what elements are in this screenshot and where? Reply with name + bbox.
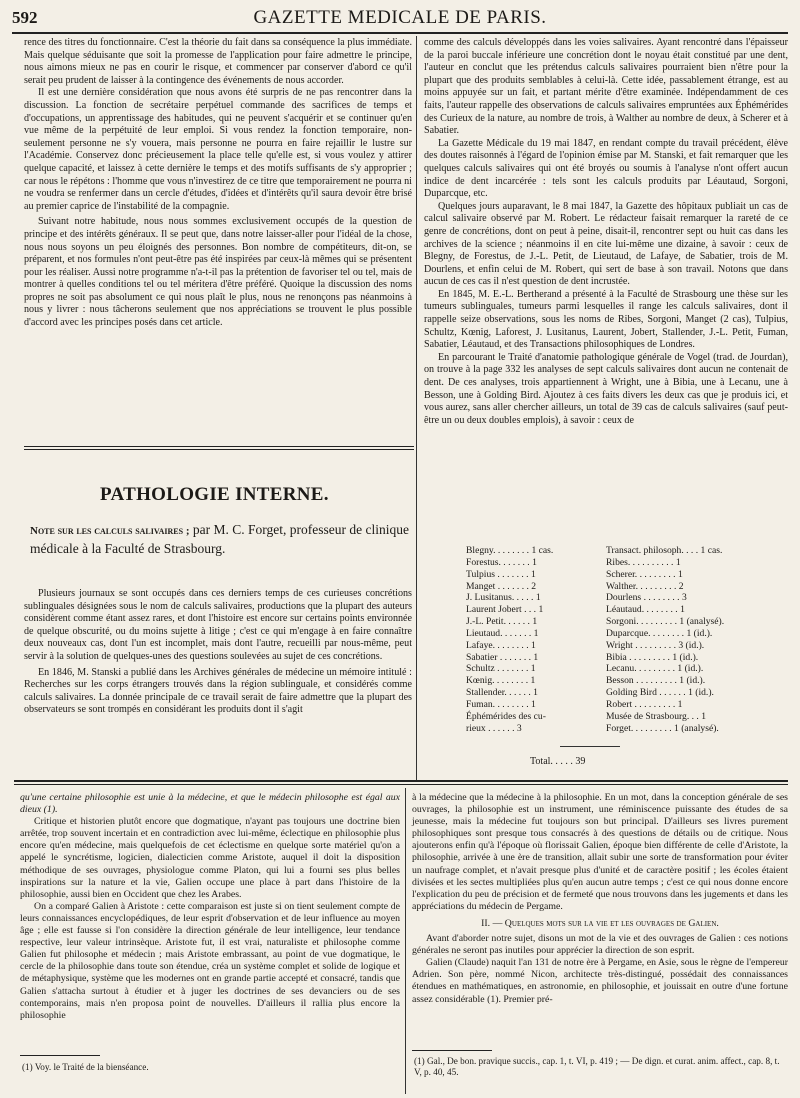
paragraph: Critique et historien plutôt encore que dogmatique, n'ayant pas toujours une doctrine bien arrêtée, trop souvent incertain et en contradiction avec lui-même, éclectique en philosophie plus encore qu'en médecine, mais quelquefois de cet éclectisme en quelque sorte matériel qu'on a appelé le syncrétisme, logicien, dialecticien comme Aristote, auquel il doit la disposition méthodique de ses ouvrages, physiologue comme Platon, qui lui a fourni ses plus belles inspirations sur la nature et la vie, Galien occupe une place à part dans l'histoire de la philosophie, aussi bien en Occident que chez les Arabes. (20, 816, 400, 900)
feuilleton-left-column (20, 792, 400, 1022)
article-left-column (24, 588, 412, 717)
paragraph: En parcourant le Traité d'anatomie pathologique générale de Vogel (trad. de Jourdan), on trouve à la page 332 les analyses de sept calculs salivaires dont aucun ne contenait de dent. De ces analyses, trois appartiennent à Wright, une à Bibia, une à Lecanu, une à Besson, une à Golding Bird. Ajoutez à ces faits divers les deux cas que je produis ici, et vous aurez, sans aller chercher ailleurs, un total de 39 cas de calculs salivaires (sauf peut-être un ou deux doubles emplois), à savoir : ceux de (424, 351, 788, 426)
table-cell-left: J.-L. Petit. . . . . . 1 (466, 616, 538, 628)
table-cell-right: Dourlens . . . . . . . . 3 (606, 592, 687, 604)
paragraph: Il est une dernière considération que nous avons été surpris de ne pas rencontrer dans la discussion. La fonction de secrétaire perpétuel commande des sacrifices de temps et d'occupations, un apprentissage des habitudes, qui ne peuvent s'acquérir et se continuer qu'en vue même de la perpétuité de leur emploi. Si vous rendez la fonction temporaire, non-seulement personne ne s'y vouera, mais personne ne pourra en faire rejaillir le lustre sur l'Académie. Conservez donc précieusement la place telle qu'elle est, si vous voulez y attirer quelque capacité, et laissez à cette dernière le temps et des motifs suffisants de s'y approprier ; car nous le répétons : l'homme que vous n'investirez de ce titre que temporairement ne pourra ni ne voudra se renfermer dans un cercle d'études, d'idées et d'intérêts qu'il saura devoir être brisé au premier caprice de l'instabilité de la compagnie. (24, 87, 412, 212)
table-cell-left: Schultz . . . . . . . 1 (466, 663, 536, 675)
footnote-right: (1) Gal., De bon. pravique succis., cap. 1, t. VI, p. 419 ; — De dign. et curat. anim. affect., cap. 8, t. V, p. 40, 45. (414, 1056, 780, 1077)
paragraph: On a comparé Galien à Aristote : cette comparaison est juste si on tient seulement compte de leurs connaissances encyclopédiques, de leur esprit d'observation et de leur influence au moyen âge ; elle est fausse si l'on considère la direction générale de leur intelligence, leur tendance respective, leur valeur intrinsèque. Aristote fut, il est vrai, naturaliste et philosophe comme Galien fut philosophe et médecin ; mais Aristote embrassant, au point de vue dogmatique, le cercle de la philosophie dans toute son étendue, créa un système complet et solide de logique et de métaphysique, système que les modernes ont en grande partie accepté et consacré, tandis que Galien s'attacha surtout à étudier et à juger les doctrines de ses devanciers ou de ses contemporains, mais n'en proposa point de nouvelles. D'ailleurs il rallia plus encore la philosophie (20, 900, 400, 1021)
calculus-case-table (466, 545, 786, 735)
article-title-rest: par M. C. Forget, professeur de clinique médicale à la Faculté de Strasbourg. (30, 522, 409, 556)
table-row (466, 699, 786, 711)
feuilleton-right-column (412, 792, 788, 1006)
table-cell-right: Robert . . . . . . . . . 1 (606, 698, 683, 710)
paragraph: comme des calculs développés dans les voies salivaires. Ayant rencontré dans l'épaisseur de la paroi buccale inférieure une concrétion dont le noyau était constitué par une dent, l'auteur en conclut que les prétendus calculs salivaires pourraient bien n'être pour la plupart que des produits semblables à celui-là. Cette idée, passablement étrange, est au moins appuyée sur un fait, et partant mérite d'être examinée. Indépendamment de ces faits, l'auteur rappelle des observations de calculs salivaires empruntées aux Éphémérides des Curieux de la nature, au nombre de trois, à Walther au nombre de deux, à Scherer et à Sabatier. (424, 37, 788, 137)
table-row (466, 616, 786, 628)
page-header (12, 6, 788, 34)
table-row (466, 581, 786, 593)
footnote-rule (412, 1050, 492, 1051)
table-row (466, 569, 786, 581)
paragraph: rence des titres du fonctionnaire. C'est la théorie du fait dans sa conséquence la plus immédiate. Mais quelque séduisante que soit la promesse de l'application pour faire admettre le principe, nous aimons mieux ne pas en courir le risque, et commencer par conserver d'abord ce qu'il serait peu prudent de laisser à la contingence des événements de nous accorder. (24, 37, 412, 86)
paragraph: Quelques jours auparavant, le 8 mai 1847, la Gazette des hôpitaux publiait un cas de calcul salivaire observé par M. Robert. Le rédacteur faisait remarquer la rareté de ce genre de concrétions, dont on peut à peine, disait-il, rencontrer sept ou huit cas dans les archives de la science ; néanmoins il en cite lui-même une dizaine, à savoir : ceux de Blegny, de Forestus, de J.-L. Petit, de Lieutaud, de Lafaye, de Sabatier, trois de M. Dourlens, et enfin celui de M. Robert, qui sert de base à son travail. Notons que dans aucun de ces cas il n'est question de dent incrustée. (424, 200, 788, 288)
table-cell-left: Fuman. . . . . . . . 1 (466, 698, 536, 710)
feuilleton-rule (14, 784, 788, 785)
table-cell-left: Manget . . . . . . . 2 (466, 580, 537, 592)
table-cell-right: Ribes. . . . . . . . . . 1 (606, 556, 681, 568)
table-row (466, 557, 786, 569)
table-cell-right: Forget. . . . . . . . . 1 (analysé). (606, 722, 719, 734)
publication-title: GAZETTE MEDICALE DE PARIS. (253, 7, 547, 28)
paragraph: Avant d'aborder notre sujet, disons un mot de la vie et des ouvrages de Galien : ces notions générales ne seront pas inutiles pour apprécier la direction de son esprit. (412, 933, 788, 957)
table-cell-right: Musée de Strasbourg. . . 1 (606, 710, 707, 722)
table-row (466, 592, 786, 604)
table-cell-left: Kœnig. . . . . . . . 1 (466, 675, 536, 687)
table-cell-right: Scherer. . . . . . . . . 1 (606, 568, 683, 580)
paragraph: à la médecine que la médecine à la philosophie. En un mot, dans la conception générale de ses ouvrages, la philosophie est un instrument, une réminiscence puissante des études de sa jeunesse, mais la médecine fut toujours son but principal. D'ailleurs ses livres purement philosophiques sont presque tous consacrés à des questions de détails ou de critique. Nous ajouterons enfin qu'à l'époque où florissait Galien, époque bien différente de celle d'Aristote, la philosophie, arrivée à une ère de transition, allait subir une sorte de transformation pour éviter un naufrage complet, et n'avait presque plus d'unité et de caractère positif ; les écoles étaient divisées et les sectes multipliées plus qu'en aucun autre temps ; c'est ce qui nous donne encore l'explication du peu de précision et de fermeté que nous trouvons dans les jugements et dans les appréciations du médecin de Pergame. (412, 792, 788, 912)
table-cell-left: Lafaye. . . . . . . . 1 (466, 639, 536, 651)
footnote-rule (20, 1055, 100, 1056)
feuilleton-rule (14, 780, 788, 782)
article-title-lead: Note sur les calculs salivaires ; (30, 525, 190, 537)
table-cell-right: Walther. . . . . . . . . 2 (606, 580, 684, 592)
column-separator (416, 36, 417, 780)
table-cell-left: Forestus. . . . . . . 1 (466, 556, 537, 568)
table-row (466, 675, 786, 687)
table-cell-left: Laurent Jobert . . . 1 (466, 604, 544, 616)
table-cell-left: J. Lusitanus. . . . . 1 (466, 592, 541, 604)
upper-right-column (424, 37, 788, 427)
table-row (466, 711, 786, 723)
table-cell-right: Besson . . . . . . . . . 1 (id.). (606, 675, 706, 687)
table-cell-left: Sabatier . . . . . . . 1 (466, 651, 539, 663)
table-cell-left: rieux . . . . . . 3 (466, 722, 522, 734)
table-row (466, 545, 786, 557)
paragraph: Suivant notre habitude, nous nous sommes exclusivement occupés de la question de principe et des intérêts généraux. Il se peut que, dans notre laisser-aller pour l'idéal de la chose, nous nous soyons un peu éloignés des personnes. Bon nombre de compétiteurs, dit-on, se préparent, et nos formules n'ont peut-être pas été inspirées par ceux-là mêmes qui se présentent pour les réaliser. Aussi notre programme n'a-t-il pas la prétention de favoriser tel ou tel, mais de montrer à quelles conditions tel ou tel méritera d'être préféré. Quoique la discussion des noms propres ne soit pas absolument ce qui nous plaît le plus, nous ne renonçons pas néanmoins à nous y livrer : nous tâcherons seulement que nos appréciations se trouvent le plus possible d'accord avec les principes posés dans cet article. (24, 216, 412, 329)
table-cell-left: Stallender. . . . . . 1 (466, 687, 538, 699)
table-cell-left: Lieutaud. . . . . . . 1 (466, 627, 539, 639)
total-rule (560, 746, 620, 747)
table-cell-right: Bibia . . . . . . . . . 1 (id.). (606, 651, 699, 663)
table-total: Total. . . . . 39 (530, 756, 586, 767)
table-cell-right: Lecanu. . . . . . . . . 1 (id.). (606, 663, 704, 675)
table-cell-left: Tulpius . . . . . . . 1 (466, 568, 536, 580)
table-cell-right: Wright . . . . . . . . . 3 (id.). (606, 639, 705, 651)
table-cell-right: Léautaud. . . . . . . . 1 (606, 604, 685, 616)
paragraph: Plusieurs journaux se sont occupés dans ces derniers temps de ces curieuses concrétions sublinguales désignées sous le nom de calculs salivaires, productions que la plupart des auteurs considèrent comme étant assez rares, et dont l'histoire est encore sur certains points environnée de quelque obscurité, ou du moins sujette à litige ; c'est ce qui m'engage à en faire connaître deux nouveaux cas, dont l'un est incomplet, mais dont l'autre, recueilli par nous-même, peut servir à la solution de quelques-unes des questions soulevées au sujet de ces concrétions. (24, 588, 412, 662)
table-cell-right: Golding Bird . . . . . . 1 (id.). (606, 687, 714, 699)
table-cell-left: Blegny. . . . . . . . 1 cas. (466, 545, 554, 556)
footnote-left: (1) Voy. le Traité de la bienséance. (22, 1062, 149, 1072)
table-cell-right: Sorgoni. . . . . . . . . 1 (analysé). (606, 616, 725, 628)
column-divider-rule (24, 446, 414, 447)
paragraph: Galien (Claude) naquit l'an 131 de notre ère à Pergame, en Asie, sous le règne de l'empereur Adrien. Son père, nommé Nicon, architecte très-distingué, possédait des connaissances étendues en mathématiques, en astronomie, en philosophie, et jouissait en outre d'une fortune assez considérable (1). Premier pré- (412, 957, 788, 1005)
table-row (466, 604, 786, 616)
table-row (466, 640, 786, 652)
paragraph: La Gazette Médicale du 19 mai 1847, en rendant compte du travail précédent, élève des doutes raisonnés à l'égard de l'opinion émise par M. Stanski, et fait remarquer que les quelques calculs salivaires qui ont été broyés ou soumis à l'analyse n'ont offert aucun indice de dent incarcérée : tels sont les calculs produits par Léautaud, Sorgoni, Duparcque, etc. (424, 137, 788, 200)
table-cell-right: Duparcque. . . . . . . . 1 (id.). (606, 627, 713, 639)
page-number: 592 (12, 8, 38, 27)
section-title: PATHOLOGIE INTERNE. (100, 484, 329, 505)
table-row (466, 663, 786, 675)
paragraph: qu'une certaine philosophie est unie à la médecine, et que le médecin philosophe est égal aux dieux (1). (20, 792, 400, 816)
table-cell-left: Éphémérides des cu- (466, 710, 546, 722)
article-title (30, 521, 410, 558)
paragraph: En 1846, M. Stanski a publié dans les Archives générales de médecine un mémoire intitulé : Recherches sur les corps étrangers trouvés dans la région sublinguale, et considérés comme calculs salivaires. La donnée principale de ce travail serait de faire admettre que la plupart des observateurs se sont trompés en considérant les produits dont il s'agit (24, 666, 412, 716)
column-separator (405, 788, 406, 1094)
table-row (466, 687, 786, 699)
table-row (466, 723, 786, 735)
table-row (466, 652, 786, 664)
table-row (466, 628, 786, 640)
upper-left-column (24, 37, 412, 330)
paragraph: En 1845, M. E.-L. Bertherand a présenté à la Faculté de Strasbourg une thèse sur les tumeurs sublinguales, tumeurs parmi lesquelles il range les calculs salivaires, dont il rappelle seize observations, sous les noms de Ribes, Sorgoni, Manget (2 cas), Tulpius, Schultz, Kœnig, Laforest, J. Lusitanus, Laurent, Jobert, Stallender, J.-L. Petit, Fuman, Sabatier, Léautaud, et des Transactions philosophiques de Londres. (424, 288, 788, 351)
subsection-title: II. — Quelques mots sur la vie et les ouvrages de Galien. (481, 917, 719, 929)
table-cell-right: Transact. philosoph. . . . 1 cas. (606, 545, 723, 556)
column-divider-rule (24, 449, 414, 450)
